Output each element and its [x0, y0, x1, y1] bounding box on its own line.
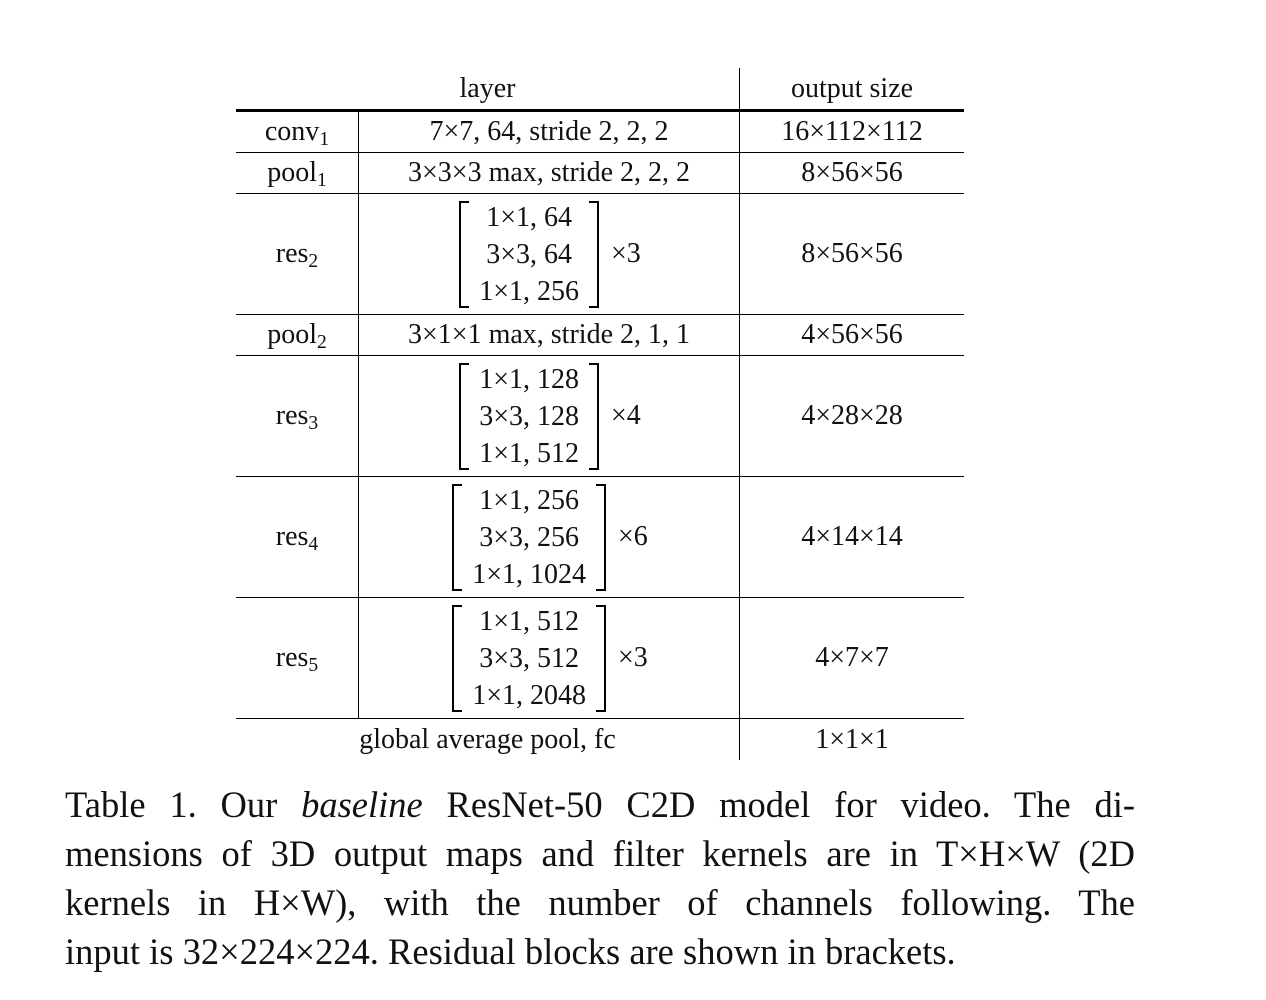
block-line: 1×1, 256 [479, 275, 579, 307]
caption-line: kernels in H×W), with the number of channels following. The [65, 882, 1135, 923]
caption-line: input is 32×224×224. Residual blocks are shown in brackets. [65, 931, 956, 972]
block-bracket [450, 480, 608, 595]
layer-name: res$_4$ [236, 477, 359, 598]
block-bracket [450, 601, 608, 716]
block-line: 3×3, 64 [486, 238, 572, 270]
block-line: 1×1, 512 [479, 605, 579, 637]
output-size: 8×56×56 [740, 153, 965, 194]
block-repeat: ×3 [618, 642, 648, 673]
output-size: 4×7×7 [740, 598, 965, 719]
residual-block [359, 194, 740, 315]
residual-block [359, 356, 740, 477]
block-bracket [457, 197, 601, 312]
block-line: 3×3, 128 [479, 400, 579, 432]
block-line: 1×1, 1024 [472, 558, 586, 590]
block-line: 1×1, 128 [479, 363, 579, 395]
output-size: 4×14×14 [740, 477, 965, 598]
table-row [236, 356, 964, 477]
output-size: 4×56×56 [740, 315, 965, 356]
block-line: 1×1, 64 [486, 201, 572, 233]
header-output-size: output size [740, 68, 965, 111]
layer-spec: 7×7, 64, stride 2, 2, 2 [359, 111, 740, 153]
footer-label: global average pool, fc [359, 723, 616, 755]
block-line: 1×1, 2048 [472, 679, 586, 711]
residual-block [359, 477, 740, 598]
table-footer-row [236, 719, 964, 761]
output-size: 4×28×28 [740, 356, 965, 477]
block-repeat: ×6 [618, 521, 648, 552]
table-row [236, 194, 964, 315]
caption-line: Table 1. Our baseline ResNet-50 C2D model for video. The di- [65, 784, 1135, 825]
table-row [236, 111, 964, 153]
block-repeat: ×4 [611, 400, 641, 431]
layer-name: conv$_1$ [236, 111, 359, 153]
layer-name: res$_2$ [236, 194, 359, 315]
footer-output-size: 1×1×1 [740, 719, 965, 761]
table-row [236, 598, 964, 719]
layer-name: pool$_1$ [236, 153, 359, 194]
caption-line: mensions of 3D output maps and filter kernels are in T×H×W (2D [65, 833, 1135, 874]
block-line: 3×3, 512 [479, 642, 579, 674]
caption-emphasis: baseline [301, 784, 423, 825]
layer-name: res$_5$ [236, 598, 359, 719]
header-layer: layer [236, 68, 740, 111]
block-repeat: ×3 [611, 238, 641, 269]
block-line: 1×1, 512 [479, 437, 579, 469]
layer-name: pool$_2$ [236, 315, 359, 356]
layer-spec: 3×3×3 max, stride 2, 2, 2 [359, 153, 740, 194]
table-caption [65, 780, 1135, 976]
table-header-row [236, 68, 964, 111]
block-line: 1×1, 256 [479, 484, 579, 516]
residual-block [359, 598, 740, 719]
table-row [236, 153, 964, 194]
table-row [236, 477, 964, 598]
output-size: 16×112×112 [740, 111, 965, 153]
table-row [236, 315, 964, 356]
block-line: 3×3, 256 [479, 521, 579, 553]
block-bracket [457, 359, 601, 474]
architecture-table [236, 68, 964, 760]
layer-name: res$_3$ [236, 356, 359, 477]
output-size: 8×56×56 [740, 194, 965, 315]
layer-spec: 3×1×1 max, stride 2, 1, 1 [359, 315, 740, 356]
architecture-table-grid [236, 68, 964, 760]
